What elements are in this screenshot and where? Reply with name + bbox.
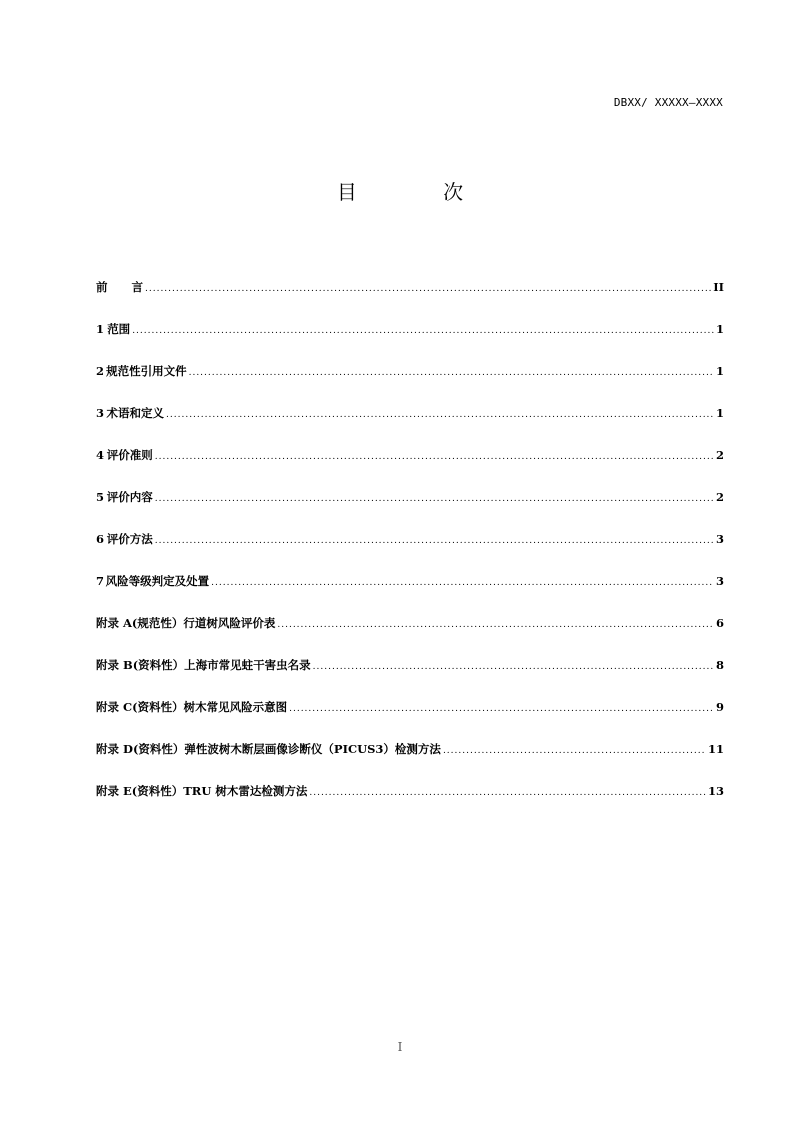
toc-entry-scope[interactable] bbox=[96, 321, 724, 363]
toc-dot-leader bbox=[189, 368, 714, 378]
document-code: DBXX/ XXXXX—XXXX bbox=[613, 96, 723, 109]
toc-entry-label: 评价内容 bbox=[106, 490, 153, 504]
toc-dot-leader bbox=[313, 662, 714, 672]
toc-entry-appendix-b[interactable] bbox=[96, 657, 724, 699]
toc-entry-appendix-d[interactable] bbox=[96, 741, 724, 783]
toc-entry-evaluation-method[interactable] bbox=[96, 531, 724, 573]
toc-dot-leader bbox=[145, 284, 711, 294]
toc-dot-leader bbox=[155, 452, 714, 462]
toc-entry-label: 规范性引用文件 bbox=[106, 364, 187, 378]
toc-dot-leader bbox=[155, 536, 714, 546]
table-of-contents bbox=[96, 279, 724, 825]
toc-entry-number: 4 bbox=[96, 448, 105, 462]
toc-entry-appendix-a[interactable] bbox=[96, 615, 724, 657]
toc-entry-page: 1 bbox=[715, 406, 724, 420]
toc-entry-label: 附录 C(资料性）树木常见风险示意图 bbox=[96, 700, 288, 714]
toc-entry-normative-references[interactable] bbox=[96, 363, 724, 405]
toc-entry-terms-definitions[interactable] bbox=[96, 405, 724, 447]
toc-entry-page: 6 bbox=[715, 616, 724, 630]
toc-dot-leader bbox=[309, 788, 706, 798]
toc-dot-leader bbox=[211, 578, 714, 588]
toc-entry-evaluation-content[interactable] bbox=[96, 489, 724, 531]
toc-entry-page: 9 bbox=[715, 700, 724, 714]
toc-entry-page: II bbox=[713, 280, 724, 294]
toc-entry-label: 附录 A(规范性）行道树风险评价表 bbox=[96, 616, 276, 630]
toc-entry-evaluation-criteria[interactable] bbox=[96, 447, 724, 489]
toc-entry-label bbox=[96, 279, 143, 295]
toc-entry-number: 1 bbox=[96, 322, 105, 336]
toc-entry-risk-grading[interactable] bbox=[96, 573, 724, 615]
toc-title: 目 次 bbox=[336, 180, 504, 204]
toc-entry-label: 附录 E(资料性）TRU 树木雷达检测方法 bbox=[96, 784, 308, 798]
toc-entry-number: 6 bbox=[96, 532, 105, 546]
toc-dot-leader bbox=[277, 620, 714, 630]
toc-entry-appendix-c[interactable] bbox=[96, 699, 724, 741]
toc-foreword-char-1: 前 bbox=[96, 280, 108, 294]
toc-entry-page: 2 bbox=[715, 490, 724, 504]
toc-entry-label: 评价方法 bbox=[106, 532, 153, 546]
toc-entry-page: 3 bbox=[715, 574, 724, 588]
toc-entry-label: 范围 bbox=[107, 322, 131, 336]
toc-entry-page: 1 bbox=[715, 364, 724, 378]
toc-entry-appendix-e[interactable] bbox=[96, 783, 724, 825]
toc-dot-leader bbox=[443, 746, 706, 756]
toc-entry-number: 7 bbox=[96, 574, 105, 588]
toc-entry-label: 附录 B(资料性）上海市常见蛀干害虫名录 bbox=[96, 658, 311, 672]
toc-foreword-char-2: 言 bbox=[131, 280, 143, 294]
toc-entry-page: 1 bbox=[715, 322, 724, 336]
toc-entry-label: 评价准则 bbox=[106, 448, 153, 462]
toc-entry-page: 3 bbox=[715, 532, 724, 546]
toc-entry-foreword[interactable] bbox=[96, 279, 724, 321]
toc-entry-page: 2 bbox=[715, 448, 724, 462]
toc-entry-label: 风险等级判定及处置 bbox=[105, 574, 210, 588]
toc-entry-number: 2 bbox=[96, 364, 105, 378]
toc-entry-label: 术语和定义 bbox=[106, 406, 165, 420]
toc-entry-number: 5 bbox=[96, 490, 105, 504]
toc-dot-leader bbox=[289, 704, 714, 714]
toc-dot-leader bbox=[155, 494, 714, 504]
toc-dot-leader bbox=[166, 410, 714, 420]
toc-entry-number: 3 bbox=[96, 406, 105, 420]
page-number: I bbox=[397, 1040, 403, 1054]
toc-entry-page: 8 bbox=[715, 658, 724, 672]
toc-entry-label: 附录 D(资料性）弹性波树木断层画像诊断仪（PICUS3）检测方法 bbox=[96, 742, 441, 756]
toc-entry-page: 13 bbox=[707, 784, 724, 798]
toc-entry-page: 11 bbox=[707, 742, 724, 756]
toc-dot-leader bbox=[132, 326, 714, 336]
